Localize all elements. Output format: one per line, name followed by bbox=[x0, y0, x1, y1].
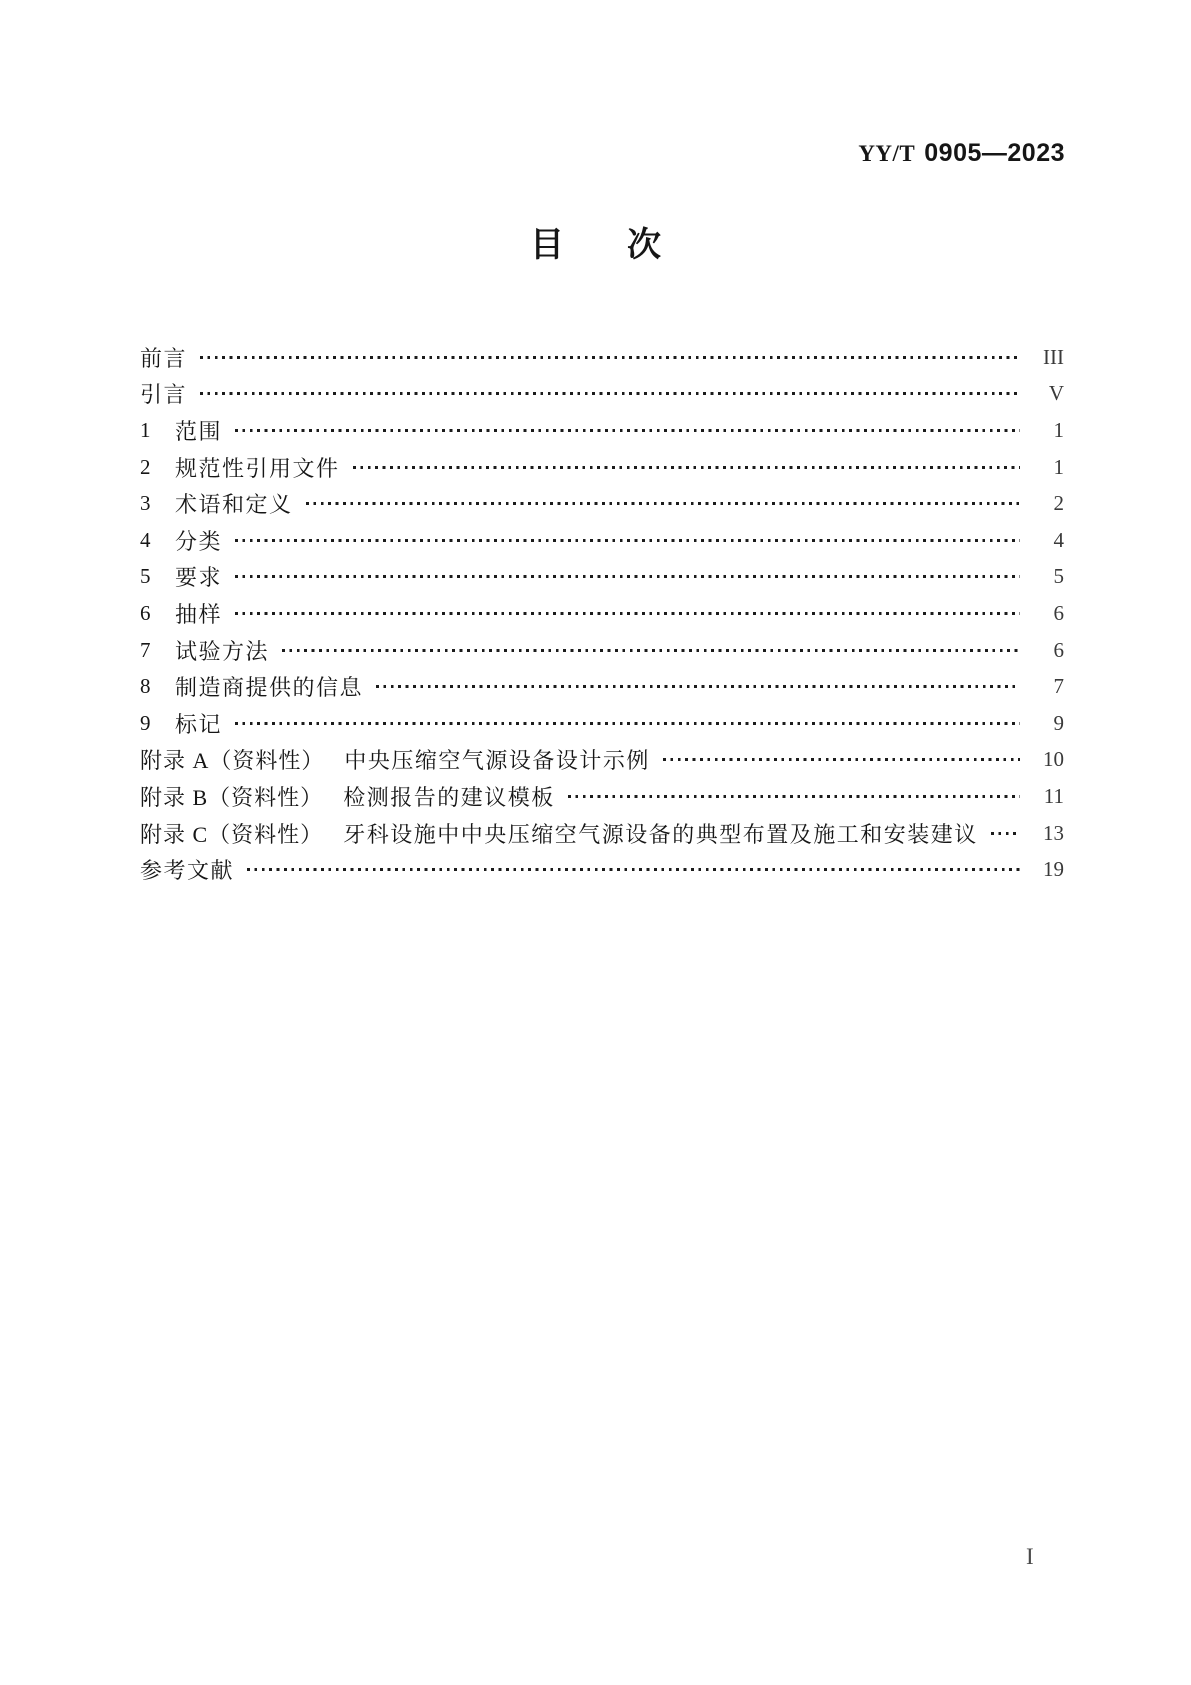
toc-entry-page: 19 bbox=[1043, 857, 1064, 882]
toc-entry-number: 9 bbox=[140, 710, 151, 735]
dot-leader bbox=[568, 795, 1020, 798]
toc-entry bbox=[140, 815, 1064, 852]
toc-entry-label: 制造商提供的信息 bbox=[175, 675, 364, 701]
toc-entry-number: 6 bbox=[140, 600, 151, 625]
toc-entry-page: 2 bbox=[1053, 491, 1064, 516]
toc-entry bbox=[140, 851, 1064, 888]
dot-leader bbox=[282, 649, 1020, 652]
page-number: I bbox=[1026, 1544, 1034, 1569]
table-of-contents bbox=[140, 339, 1064, 888]
dot-leader bbox=[235, 722, 1020, 725]
toc-entry-number: 1 bbox=[140, 417, 151, 442]
dot-leader bbox=[235, 575, 1020, 578]
dot-leader bbox=[200, 392, 1020, 395]
toc-entry-number: 8 bbox=[140, 674, 151, 699]
dot-leader bbox=[306, 502, 1020, 505]
toc-entry-label: 标记 bbox=[175, 711, 223, 737]
toc-entry bbox=[140, 339, 1064, 376]
dot-leader bbox=[376, 685, 1020, 688]
toc-entry-label: 前言 bbox=[140, 345, 188, 371]
toc-entry-appendix-prefix: 附录 B（资料性） bbox=[140, 784, 324, 810]
toc-entry bbox=[140, 449, 1064, 486]
dot-leader bbox=[663, 758, 1020, 761]
toc-entry-label: 术语和定义 bbox=[175, 492, 293, 518]
toc-entry bbox=[140, 778, 1064, 815]
standard-code-prefix: YY/T bbox=[858, 141, 916, 166]
toc-entry-page: V bbox=[1048, 381, 1064, 406]
page-title-char-2: 次 bbox=[627, 227, 661, 264]
toc-entry bbox=[140, 742, 1064, 779]
toc-entry bbox=[140, 376, 1064, 413]
toc-entry-label: 牙科设施中中央压缩空气源设备的典型布置及施工和安装建议 bbox=[343, 821, 978, 847]
toc-entry-label: 规范性引用文件 bbox=[175, 455, 340, 481]
toc-entry-label: 试验方法 bbox=[175, 638, 270, 664]
standard-code-number: 0905—2023 bbox=[924, 139, 1065, 167]
toc-entry-page: 1 bbox=[1053, 417, 1064, 442]
toc-entry-number: 5 bbox=[140, 564, 151, 589]
toc-entry-page: 13 bbox=[1043, 820, 1064, 845]
toc-entry-number: 2 bbox=[140, 454, 151, 479]
toc-entry-page: 10 bbox=[1043, 747, 1064, 772]
toc-entry bbox=[140, 595, 1064, 632]
toc-entry-label: 中央压缩空气源设备设计示例 bbox=[344, 748, 650, 774]
dot-leader bbox=[247, 868, 1020, 871]
toc-entry-page: 1 bbox=[1053, 454, 1064, 479]
dot-leader bbox=[991, 832, 1020, 835]
standard-code bbox=[140, 139, 1065, 168]
toc-entry-label: 分类 bbox=[175, 528, 223, 554]
toc-entry-appendix-prefix: 附录 C（资料性） bbox=[140, 821, 324, 847]
toc-entry-label: 参考文献 bbox=[140, 858, 235, 884]
toc-entry-number: 3 bbox=[140, 491, 151, 516]
toc-entry bbox=[140, 668, 1064, 705]
toc-entry-label: 检测报告的建议模板 bbox=[343, 784, 555, 810]
toc-entry bbox=[140, 412, 1064, 449]
page-title bbox=[0, 226, 1191, 266]
toc-entry-number: 4 bbox=[140, 527, 151, 552]
toc-entry-page: 6 bbox=[1053, 600, 1064, 625]
dot-leader bbox=[235, 429, 1020, 432]
toc-entry-label: 范围 bbox=[175, 418, 223, 444]
dot-leader bbox=[235, 612, 1020, 615]
toc-entry bbox=[140, 559, 1064, 596]
toc-entry bbox=[140, 485, 1064, 522]
toc-entry-page: 9 bbox=[1053, 710, 1064, 735]
toc-entry-appendix-prefix: 附录 A（资料性） bbox=[140, 748, 325, 774]
dot-leader bbox=[200, 356, 1020, 359]
toc-entry-page: 5 bbox=[1053, 564, 1064, 589]
toc-entry-number: 7 bbox=[140, 637, 151, 662]
toc-entry-page: 7 bbox=[1053, 674, 1064, 699]
page-title-char-1: 目 bbox=[530, 227, 564, 264]
dot-leader bbox=[235, 539, 1020, 542]
toc-entry bbox=[140, 632, 1064, 669]
toc-entry-page: 6 bbox=[1053, 637, 1064, 662]
toc-entry-page: 11 bbox=[1043, 783, 1064, 808]
dot-leader bbox=[353, 466, 1020, 469]
toc-entry-label: 抽样 bbox=[175, 601, 223, 627]
toc-entry-page: III bbox=[1043, 344, 1064, 369]
toc-entry bbox=[140, 705, 1064, 742]
toc-entry-label: 要求 bbox=[175, 565, 223, 591]
toc-entry-page: 4 bbox=[1053, 527, 1064, 552]
toc-entry-label: 引言 bbox=[140, 382, 188, 408]
toc-entry bbox=[140, 522, 1064, 559]
